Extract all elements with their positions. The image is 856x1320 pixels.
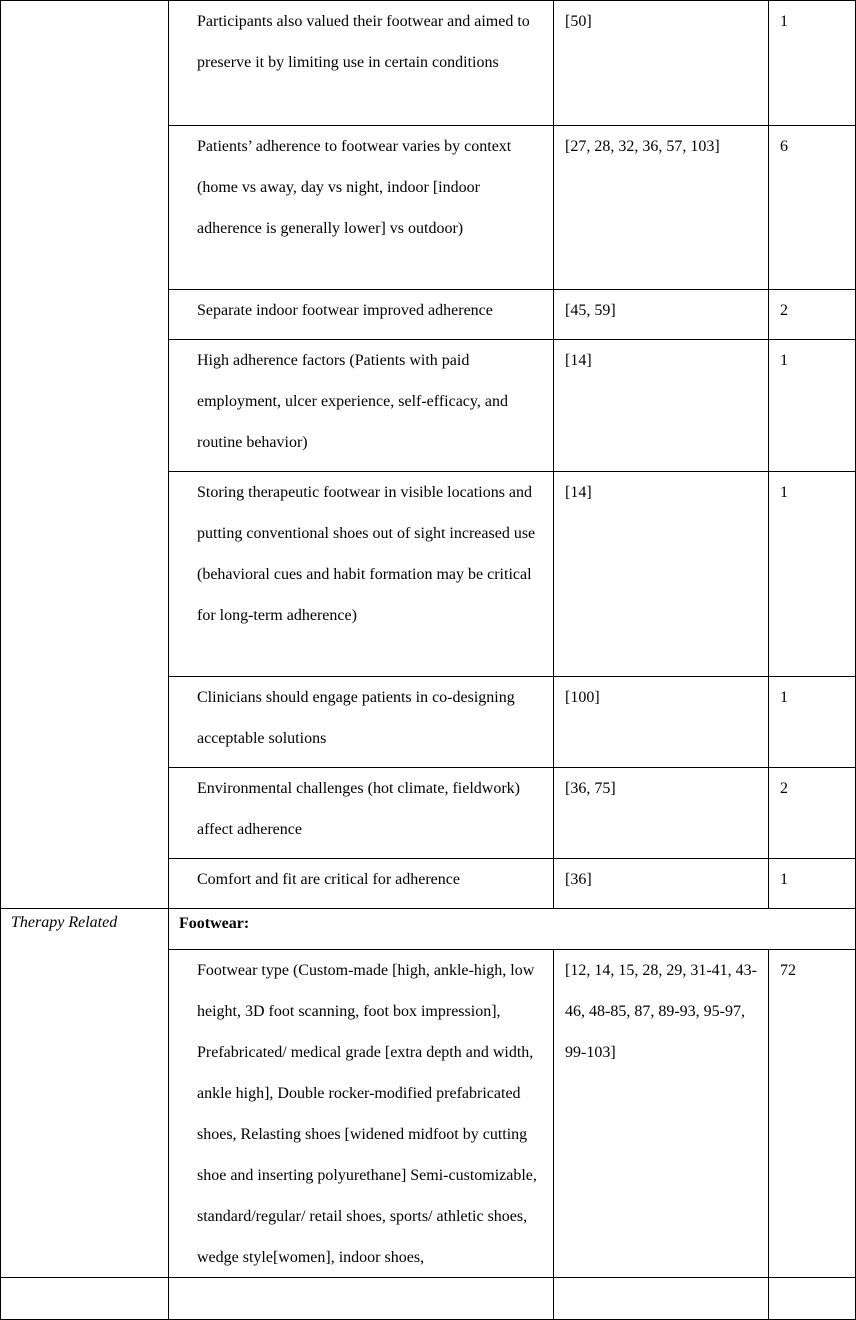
table-row — [1, 1, 856, 126]
description-cell — [169, 677, 554, 768]
description-cell — [169, 472, 554, 677]
count-cell — [769, 340, 856, 472]
description-text: High adherence factors (Patients with paid employment, ulcer experience, self-efficacy, and routine behavior) — [197, 352, 508, 451]
count-text: 2 — [780, 780, 788, 797]
description-cell — [169, 290, 554, 340]
description-cell — [169, 950, 554, 1320]
category-cell — [1, 909, 169, 1320]
category-cell-empty — [1, 1, 169, 909]
description-text: Environmental challenges (hot climate, fieldwork) affect adherence — [197, 780, 520, 838]
subheading-text: Footwear: — [179, 915, 250, 932]
count-text: 2 — [780, 302, 788, 319]
count-cell — [769, 768, 856, 859]
count-text: 1 — [780, 13, 788, 30]
description-text: Participants also valued their footwear and aimed to preserve it by limiting use in certain conditions — [197, 13, 530, 71]
count-text: 1 — [780, 871, 788, 888]
description-text: Patients’ adherence to footwear varies by context (home vs away, day vs night, indoor [indoor adherence is generally lower] vs outdoor) — [197, 138, 512, 237]
references-text: [36] — [565, 871, 592, 888]
references-cell — [554, 290, 769, 340]
count-text: 6 — [780, 138, 788, 155]
description-text: Footwear type (Custom-made [high, ankle-high, low height, 3D foot scanning, foot box impression], Prefabricated/ medical grade [extra depth and width, ankle high], Double rocker-modified prefabricated shoes, Relasting shoes [widened midfoot by cutting shoe and inserting polyurethane] Semi-customizable, standard/regular/ retail shoes, sports/ athletic shoes, wedge style[women], indoor shoes, — [197, 962, 537, 1266]
references-cell — [554, 859, 769, 909]
description-text: Comfort and fit are critical for adherence — [197, 871, 460, 888]
description-text: Clinicians should engage patients in co-designing acceptable solutions — [197, 689, 515, 747]
subheading-cell — [169, 909, 856, 950]
count-cell — [769, 950, 856, 1320]
bottom-rule — [0, 1277, 855, 1278]
description-text: Storing therapeutic footwear in visible locations and putting conventional shoes out of sight increased use (behavioral cues and habit formation may be critical for long-term adherence) — [197, 484, 536, 624]
description-cell — [169, 859, 554, 909]
references-text: [27, 28, 32, 36, 57, 103] — [565, 138, 720, 155]
references-text: [100] — [565, 689, 600, 706]
category-label: Therapy Related — [11, 914, 118, 931]
references-text: [36, 75] — [565, 780, 616, 797]
count-cell — [769, 859, 856, 909]
count-cell — [769, 472, 856, 677]
count-cell — [769, 126, 856, 290]
count-cell — [769, 677, 856, 768]
count-text: 1 — [780, 689, 788, 706]
count-text: 72 — [780, 962, 796, 979]
references-cell — [554, 340, 769, 472]
count-cell — [769, 1, 856, 126]
table-row-subheading — [1, 909, 856, 950]
count-text: 1 — [780, 352, 788, 369]
description-cell — [169, 768, 554, 859]
references-cell — [554, 1, 769, 126]
description-cell — [169, 1, 554, 126]
references-text: [12, 14, 15, 28, 29, 31-41, 43-46, 48-85, 87, 89-93, 95-97, 99-103] — [565, 962, 757, 1061]
references-text: [14] — [565, 484, 592, 501]
references-cell — [554, 126, 769, 290]
references-text: [50] — [565, 13, 592, 30]
references-cell — [554, 472, 769, 677]
references-cell — [554, 768, 769, 859]
references-text: [45, 59] — [565, 302, 616, 319]
description-text: Separate indoor footwear improved adherence — [197, 302, 493, 319]
references-text: [14] — [565, 352, 592, 369]
references-cell — [554, 677, 769, 768]
count-cell — [769, 290, 856, 340]
description-cell — [169, 126, 554, 290]
count-text: 1 — [780, 484, 788, 501]
references-cell — [554, 950, 769, 1320]
description-cell — [169, 340, 554, 472]
